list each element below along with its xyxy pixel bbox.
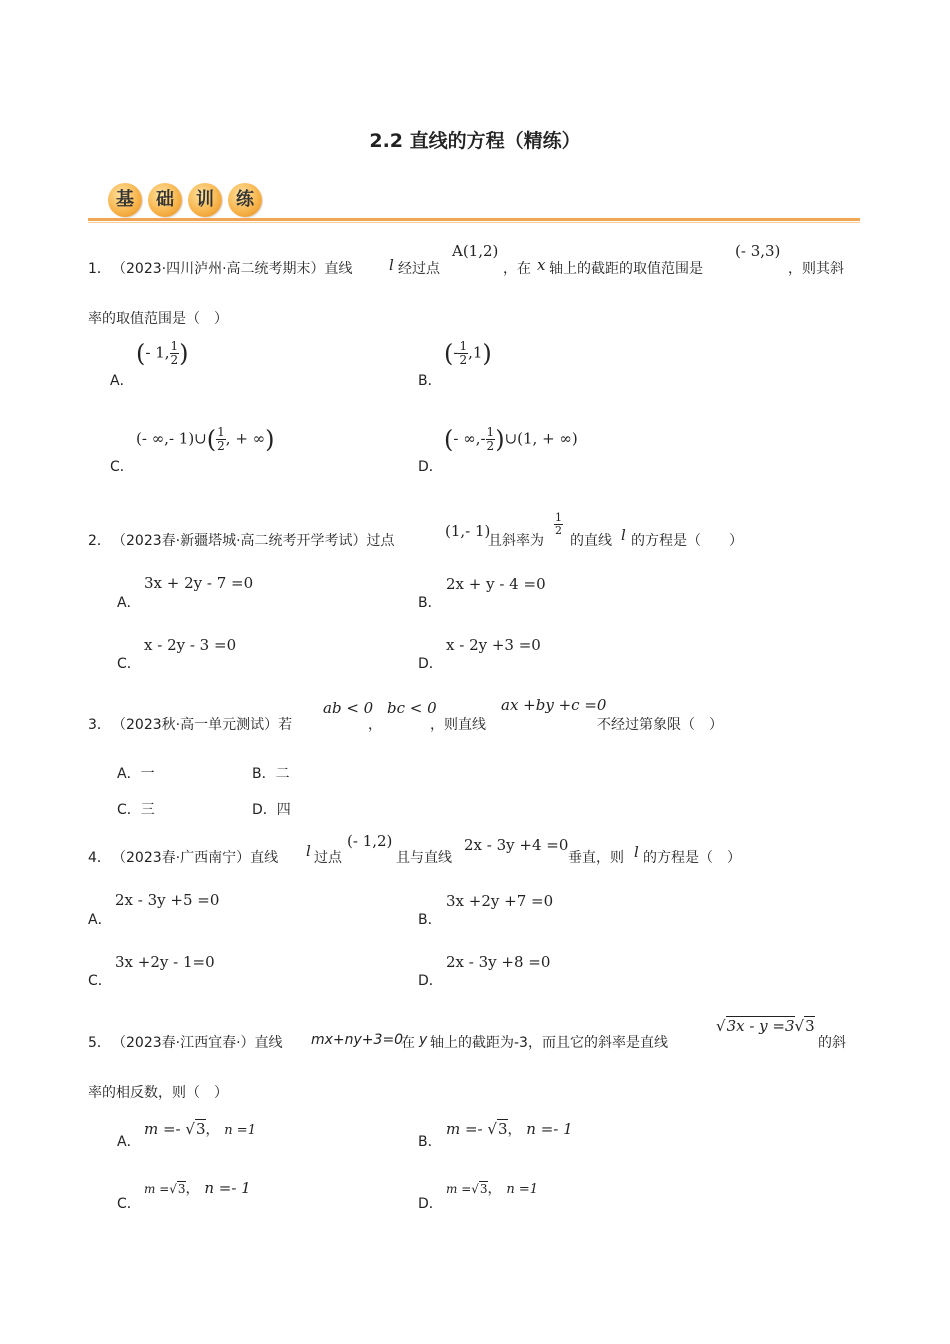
q5-line: √3x - y =3√3 — [716, 1017, 815, 1035]
q4-source: （2023春·广西南宁）直线 — [112, 850, 279, 866]
q4-var-l-2: l — [634, 843, 639, 861]
q5-option-c: m =√3， n =- 1 — [144, 1179, 251, 1197]
q4-number: 4． — [88, 850, 111, 866]
q4-option-c: 3x +2y - 1=0 — [115, 953, 215, 971]
q1-option-c: (- ∞,- 1)∪( $\frac{1}{2}$ , + ∞) — [136, 425, 275, 454]
q2-option-c-label: C． — [117, 656, 141, 672]
q1-var-l: l — [389, 256, 394, 274]
q1-line-2: 率的取值范围是（ ） — [88, 311, 228, 327]
q4-option-a-label: A． — [88, 912, 112, 928]
q5-option-d: m =√3， n =1 — [446, 1181, 538, 1197]
page-title: 2.2 直线的方程（精练） — [369, 130, 581, 152]
q1-var-x: x — [537, 256, 546, 274]
q2-option-b: 2x + y - 4 =0 — [446, 575, 546, 593]
q5-var-y: y — [419, 1032, 428, 1048]
q3-option-a: A．一 — [117, 766, 155, 782]
q2-option-b-label: B． — [418, 595, 442, 611]
q2-number: 2． — [88, 533, 111, 549]
q3-text-2: ，则直线 — [430, 717, 486, 733]
q2-point: (1,- 1) — [445, 522, 491, 540]
banner-char-2: 础 — [148, 183, 182, 217]
q5-text-4: 的斜 — [818, 1035, 846, 1051]
q3-option-c: C．三 — [117, 802, 155, 818]
q4-option-d: 2x - 3y +8 =0 — [446, 953, 551, 971]
q3-text-3: 不经过第象限（ ） — [597, 717, 723, 733]
q4-option-b: 3x +2y +7 =0 — [446, 892, 554, 910]
q4-line: 2x - 3y +4 =0 — [464, 836, 569, 854]
q1-point: A(1,2) — [452, 242, 499, 260]
q5-option-c-label: C． — [117, 1196, 141, 1212]
q2-text-4: 的方程是（ ） — [631, 533, 743, 549]
q1-option-b: (- $\frac{1}{2}$ ,1) — [444, 339, 492, 368]
q3-separator: ， — [368, 717, 382, 733]
q5-option-d-label: D． — [418, 1196, 443, 1212]
q2-text-2: 且斜率为 — [488, 533, 544, 549]
q1-option-a: (- 1, $\frac{1}{2}$ ) — [136, 339, 189, 368]
q1-text-5: ，则其斜 — [788, 261, 844, 277]
q2-text-3: 的直线 — [570, 533, 612, 549]
q5-number: 5． — [88, 1035, 111, 1051]
q2-slope: $\frac{1}{2}$ — [555, 511, 562, 537]
q5-source: （2023春·江西宜春·）直线 — [112, 1035, 283, 1051]
q4-point: (- 1,2) — [347, 832, 393, 850]
q2-option-a-label: A． — [117, 595, 141, 611]
q2-option-d-label: D． — [418, 656, 443, 672]
q5-line-2: 率的相反数，则（ ） — [88, 1085, 228, 1101]
q4-text-3: 且与直线 — [396, 850, 452, 866]
q3-condition-2: bc < 0 — [387, 699, 437, 717]
banner-char-3: 训 — [188, 183, 222, 217]
banner-char-1: 基 — [108, 183, 142, 217]
q5-option-b-label: B． — [418, 1134, 442, 1150]
q1-text-2: 经过点 — [398, 261, 440, 277]
q3-condition-1: ab < 0 — [323, 699, 374, 717]
q1-option-d: (- ∞,- $\frac{1}{2}$ )∪(1, + ∞) — [444, 425, 578, 454]
q3-option-d: D．四 — [252, 802, 291, 818]
q1-text-4: 轴上的截距的取值范围是 — [549, 261, 703, 277]
q1-source: （2023·四川泸州·高二统考期末）直线 — [112, 261, 353, 277]
q5-option-a-label: A． — [117, 1134, 141, 1150]
q1-interval: (- 3,3) — [735, 242, 781, 260]
q5-text-2: 在 — [401, 1035, 415, 1051]
q2-var-l: l — [621, 526, 626, 544]
q2-option-c: x - 2y - 3 =0 — [144, 636, 237, 654]
q4-text-2: 过点 — [314, 850, 342, 866]
q1-option-c-label: C． — [110, 459, 134, 475]
q4-text-4: 垂直，则 — [568, 850, 624, 866]
q1-option-b-label: B． — [418, 373, 442, 389]
q4-option-d-label: D． — [418, 973, 443, 989]
q2-source: （2023春·新疆塔城·高二统考开学考试）过点 — [112, 533, 395, 549]
section-divider-shadow — [88, 222, 860, 223]
q4-option-b-label: B． — [418, 912, 442, 928]
q4-text-5: 的方程是（ ） — [643, 850, 741, 866]
q4-option-a: 2x - 3y +5 =0 — [115, 891, 220, 909]
q1-option-d-label: D． — [418, 459, 443, 475]
q3-number: 3． — [88, 717, 111, 733]
q5-equation: mx+ny+3=0 — [311, 1032, 404, 1048]
q2-option-a: 3x + 2y - 7 =0 — [144, 574, 254, 592]
q3-source: （2023秋·高一单元测试）若 — [112, 717, 293, 733]
q1-option-a-label: A． — [110, 373, 134, 389]
q2-option-d: x - 2y +3 =0 — [446, 636, 541, 654]
q4-option-c-label: C． — [88, 973, 112, 989]
q1-number: 1． — [88, 261, 111, 277]
q1-text-3: ，在 — [503, 261, 531, 277]
banner-char-4: 练 — [228, 183, 262, 217]
q3-option-b: B．二 — [252, 766, 290, 782]
q3-line: ax +by +c =0 — [501, 696, 607, 714]
section-divider — [88, 218, 860, 221]
q4-var-l: l — [306, 842, 311, 860]
q5-text-3: 轴上的截距为-3，而且它的斜率是直线 — [430, 1035, 668, 1051]
q5-option-b: m =- √3， n =- 1 — [446, 1120, 573, 1138]
q5-option-a: m =- √3， n =1 — [144, 1120, 256, 1138]
